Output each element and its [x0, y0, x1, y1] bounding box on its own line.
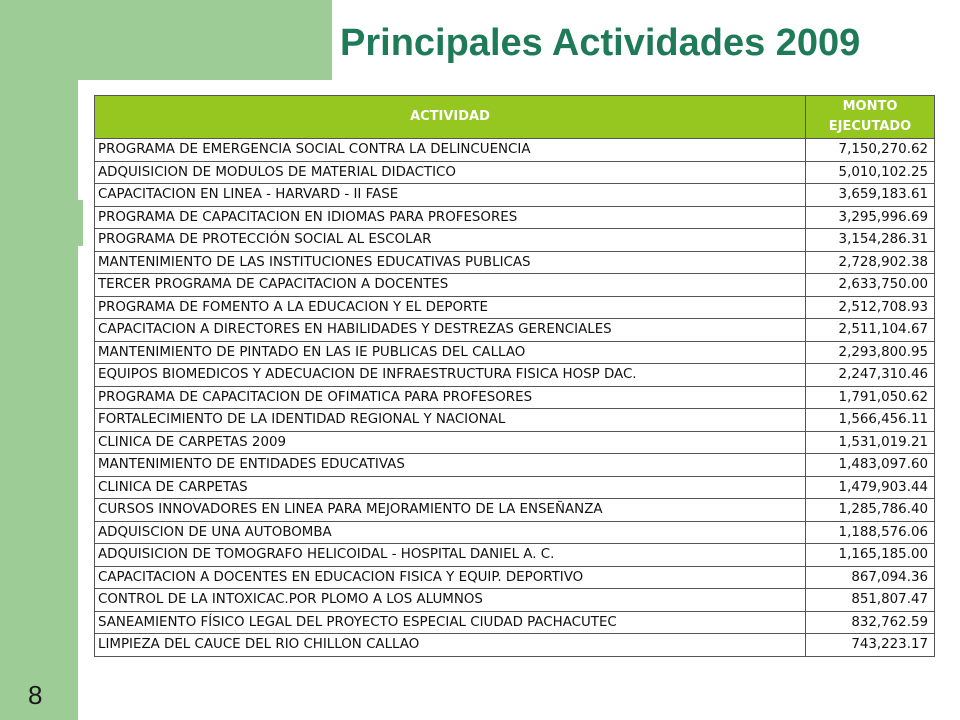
actividad-cell: ADQUISCION DE UNA AUTOBOMBA: [95, 521, 806, 544]
actividad-cell: PROGRAMA DE CAPACITACION DE OFIMATICA PARA PROFESORES: [95, 386, 806, 409]
monto-cell: 1,566,456.11: [806, 409, 935, 432]
monto-cell: 867,094.36: [806, 566, 935, 589]
actividad-cell: CAPACITACION A DOCENTES EN EDUCACION FISICA Y EQUIP. DEPORTIVO: [95, 566, 806, 589]
actividad-cell: MANTENIMIENTO DE LAS INSTITUCIONES EDUCATIVAS PUBLICAS: [95, 251, 806, 274]
table-row: [95, 364, 935, 387]
header-monto-ejecutado: MONTO EJECUTADO: [806, 96, 935, 139]
monto-cell: 3,154,286.31: [806, 229, 935, 252]
monto-cell: 1,165,185.00: [806, 544, 935, 567]
actividad-cell: CAPACITACION A DIRECTORES EN HABILIDADES Y DESTREZAS GERENCIALES: [95, 319, 806, 342]
actividad-cell: PROGRAMA DE CAPACITACION EN IDIOMAS PARA PROFESORES: [95, 206, 806, 229]
actividad-cell: SANEAMIENTO FÍSICO LEGAL DEL PROYECTO ESPECIAL CIUDAD PACHACUTEC: [95, 611, 806, 634]
actividad-cell: ADQUISICION DE TOMOGRAFO HELICOIDAL - HOSPITAL DANIEL A. C.: [95, 544, 806, 567]
table-row: [95, 544, 935, 567]
monto-cell: 1,483,097.60: [806, 454, 935, 477]
table-row: [95, 184, 935, 207]
actividad-cell: PROGRAMA DE EMERGENCIA SOCIAL CONTRA LA DELINCUENCIA: [95, 139, 806, 162]
actividad-cell: CONTROL DE LA INTOXICAC.POR PLOMO A LOS ALUMNOS: [95, 589, 806, 612]
table-header-row: [95, 96, 935, 139]
monto-cell: 7,150,270.62: [806, 139, 935, 162]
actividad-cell: PROGRAMA DE FOMENTO A LA EDUCACION Y EL DEPORTE: [95, 296, 806, 319]
actividad-cell: PROGRAMA DE PROTECCIÓN SOCIAL AL ESCOLAR: [95, 229, 806, 252]
page-title: Principales Actividades 2009: [340, 22, 861, 64]
top-green-band: [0, 0, 332, 80]
table-row: [95, 476, 935, 499]
left-green-band: [0, 0, 78, 720]
monto-cell: 743,223.17: [806, 634, 935, 657]
monto-cell: 1,285,786.40: [806, 499, 935, 522]
table-row: [95, 139, 935, 162]
table-row: [95, 161, 935, 184]
table-body: [95, 139, 935, 657]
table-row: [95, 634, 935, 657]
header-actividad: ACTIVIDAD: [95, 96, 806, 139]
monto-cell: 3,295,996.69: [806, 206, 935, 229]
monto-cell: 2,728,902.38: [806, 251, 935, 274]
monto-cell: 851,807.47: [806, 589, 935, 612]
monto-cell: 2,247,310.46: [806, 364, 935, 387]
table-row: [95, 589, 935, 612]
monto-cell: 2,293,800.95: [806, 341, 935, 364]
monto-cell: 1,531,019.21: [806, 431, 935, 454]
table-row: [95, 409, 935, 432]
actividad-cell: CAPACITACION EN LINEA - HARVARD - II FASE: [95, 184, 806, 207]
table-row: [95, 454, 935, 477]
table-row: [95, 251, 935, 274]
table-row: [95, 611, 935, 634]
table-row: [95, 521, 935, 544]
monto-cell: 1,479,903.44: [806, 476, 935, 499]
table-row: [95, 431, 935, 454]
side-tab-marker: [78, 200, 83, 246]
table-row: [95, 499, 935, 522]
monto-cell: 832,762.59: [806, 611, 935, 634]
table-row: [95, 229, 935, 252]
actividad-cell: MANTENIMIENTO DE PINTADO EN LAS IE PUBLICAS DEL CALLAO: [95, 341, 806, 364]
monto-cell: 2,511,104.67: [806, 319, 935, 342]
monto-cell: 2,633,750.00: [806, 274, 935, 297]
table-row: [95, 319, 935, 342]
actividad-cell: ADQUISICION DE MODULOS DE MATERIAL DIDACTICO: [95, 161, 806, 184]
activities-table-container: [94, 95, 934, 657]
actividad-cell: LIMPIEZA DEL CAUCE DEL RIO CHILLON CALLAO: [95, 634, 806, 657]
monto-cell: 2,512,708.93: [806, 296, 935, 319]
monto-cell: 1,791,050.62: [806, 386, 935, 409]
table-row: [95, 296, 935, 319]
table-row: [95, 206, 935, 229]
actividad-cell: TERCER PROGRAMA DE CAPACITACION A DOCENTES: [95, 274, 806, 297]
table-row: [95, 386, 935, 409]
actividad-cell: FORTALECIMIENTO DE LA IDENTIDAD REGIONAL Y NACIONAL: [95, 409, 806, 432]
table-row: [95, 274, 935, 297]
actividad-cell: EQUIPOS BIOMEDICOS Y ADECUACION DE INFRAESTRUCTURA FISICA HOSP DAC.: [95, 364, 806, 387]
monto-cell: 3,659,183.61: [806, 184, 935, 207]
table-row: [95, 566, 935, 589]
actividad-cell: CLINICA DE CARPETAS: [95, 476, 806, 499]
monto-cell: 1,188,576.06: [806, 521, 935, 544]
actividad-cell: CURSOS INNOVADORES EN LINEA PARA MEJORAMIENTO DE LA ENSEÑANZA: [95, 499, 806, 522]
monto-cell: 5,010,102.25: [806, 161, 935, 184]
actividad-cell: CLINICA DE CARPETAS 2009: [95, 431, 806, 454]
table-row: [95, 341, 935, 364]
activities-table: [94, 95, 935, 657]
slide-number: 8: [28, 680, 43, 710]
actividad-cell: MANTENIMIENTO DE ENTIDADES EDUCATIVAS: [95, 454, 806, 477]
